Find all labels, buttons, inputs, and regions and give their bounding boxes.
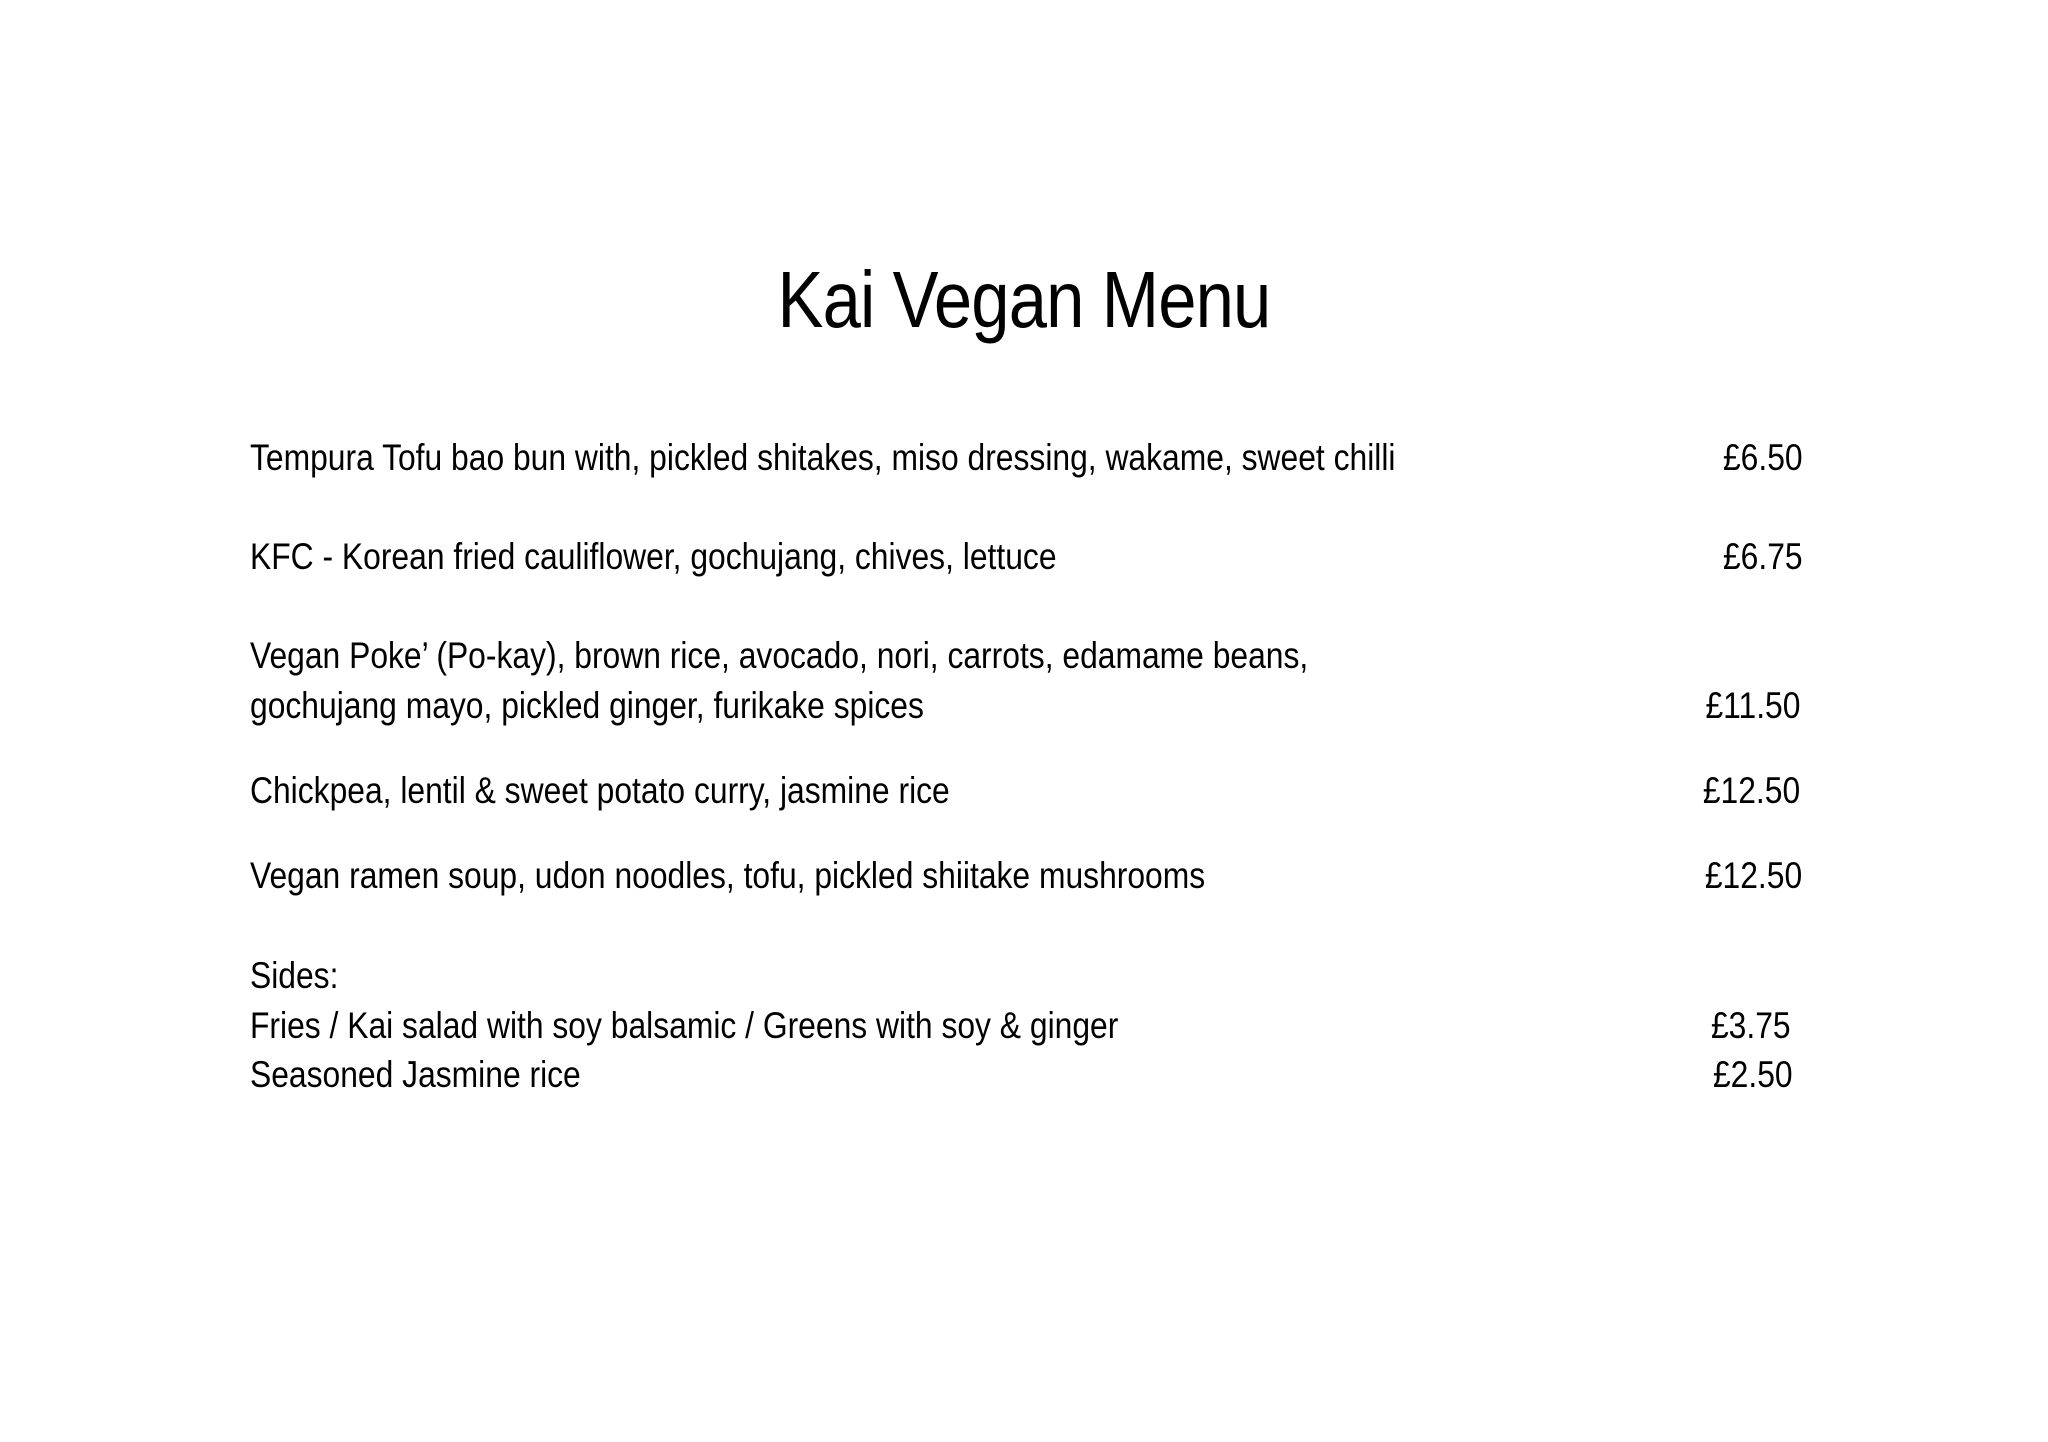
menu-item-price: £6.50 [1723, 437, 1803, 478]
menu-item-price: £11.50 [1705, 685, 1800, 726]
side-item-price: £3.75 [1711, 1005, 1791, 1046]
menu-item-price: £12.50 [1702, 770, 1800, 811]
sides-heading: Sides: [250, 955, 339, 996]
menu-title: Kai Vegan Menu [777, 255, 1271, 344]
menu-item-description-continued: gochujang mayo, pickled ginger, furikake spices [250, 685, 924, 726]
menu-item-description: Vegan Poke’ (Po-kay), brown rice, avocado, nori, carrots, edamame beans, [250, 635, 1309, 676]
menu-item-price: £12.50 [1704, 855, 1802, 896]
side-item-label: Seasoned Jasmine rice [250, 1054, 581, 1095]
menu-item-description: Tempura Tofu bao bun with, pickled shitakes, miso dressing, wakame, sweet chilli [250, 437, 1396, 478]
menu-item-description: Chickpea, lentil & sweet potato curry, jasmine rice [250, 770, 950, 811]
menu-item-price: £6.75 [1723, 536, 1803, 577]
side-item-price: £2.50 [1713, 1054, 1793, 1095]
menu-item-description: Vegan ramen soup, udon noodles, tofu, pickled shiitake mushrooms [250, 855, 1206, 896]
menu-item-description: KFC - Korean fried cauliflower, gochujang, chives, lettuce [250, 536, 1057, 577]
side-item-label: Fries / Kai salad with soy balsamic / Greens with soy & ginger [250, 1005, 1119, 1046]
